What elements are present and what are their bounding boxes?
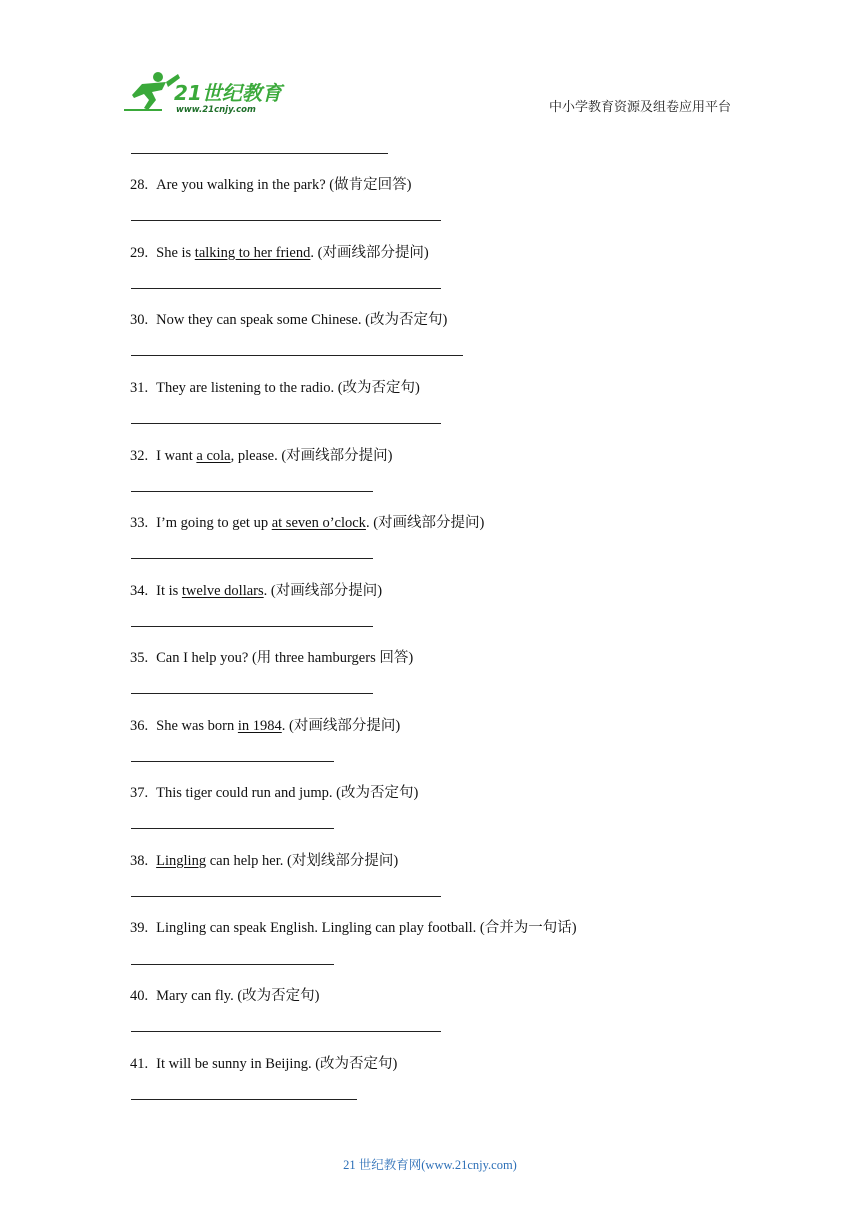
question-34 [130, 579, 382, 600]
footer-link[interactable]: 21 世纪教育网(www.21cnjy.com) [343, 1158, 517, 1172]
question-36 [130, 714, 400, 735]
question-text: She was born [156, 718, 238, 734]
question-number: 39. [130, 920, 149, 936]
answer-line[interactable] [131, 1099, 357, 1100]
answer-line[interactable] [131, 761, 334, 762]
underlined-phrase: in 1984 [237, 718, 282, 734]
question-instruction: . (对画线部分提问) [281, 718, 401, 734]
question-38 [130, 849, 398, 870]
underlined-phrase: twelve dollars [181, 583, 264, 599]
answer-line[interactable] [131, 896, 441, 897]
site-logo [122, 68, 292, 116]
answer-line[interactable] [131, 693, 373, 694]
question-28 [130, 173, 411, 194]
question-instruction: . (对画线部分提问) [263, 583, 383, 599]
question-35 [130, 646, 413, 667]
question-number: 34. [130, 583, 149, 599]
question-30 [130, 308, 447, 329]
question-text: Can I help you? (用 three hamburgers 回答) [156, 650, 414, 666]
question-40 [130, 984, 319, 1005]
question-instruction: . (对画线部分提问) [365, 515, 485, 531]
question-text: Now they can speak some Chinese. (改为否定句) [156, 312, 448, 328]
question-number: 41. [130, 1056, 149, 1072]
question-number: 36. [130, 718, 149, 734]
header-platform-text: 中小学教育资源及组卷应用平台 [549, 99, 732, 114]
question-instruction: can help her. (对划线部分提问) [206, 853, 399, 869]
question-text: It is [156, 583, 182, 599]
question-number: 37. [130, 785, 149, 801]
question-39 [130, 916, 577, 937]
underlined-phrase: Lingling [156, 853, 207, 869]
question-number: 32. [130, 448, 149, 464]
answer-line[interactable] [131, 423, 441, 424]
logo-url-text: www.21cnjy.com [176, 105, 256, 115]
question-number: 31. [130, 380, 149, 396]
question-number: 40. [130, 988, 149, 1004]
question-number: 29. [130, 245, 149, 261]
question-number: 35. [130, 650, 149, 666]
question-41 [130, 1052, 397, 1073]
answer-line[interactable] [131, 626, 373, 627]
question-text: This tiger could run and jump. (改为否定句) [156, 785, 419, 801]
question-text: Lingling can speak English. Lingling can play football. (合并为一句话) [156, 920, 577, 936]
answer-line[interactable] [131, 828, 334, 829]
answer-line[interactable] [131, 288, 441, 289]
question-text: They are listening to the radio. (改为否定句) [156, 380, 420, 396]
question-number: 38. [130, 853, 149, 869]
question-text: Mary can fly. (改为否定句) [156, 988, 320, 1004]
underlined-phrase: at seven o’clock [271, 515, 366, 531]
question-number: 30. [130, 312, 149, 328]
answer-line[interactable] [131, 558, 373, 559]
answer-line[interactable] [131, 355, 463, 356]
logo-main-text: 21世纪教育 [174, 81, 282, 105]
question-number: 33. [130, 515, 149, 531]
question-text: It will be sunny in Beijing. (改为否定句) [156, 1056, 398, 1072]
question-37 [130, 781, 418, 802]
question-32 [130, 444, 393, 465]
answer-line[interactable] [131, 964, 334, 965]
question-text: Are you walking in the park? (做肯定回答) [156, 177, 412, 193]
question-text: I’m going to get up [156, 515, 272, 531]
question-instruction: , please. (对画线部分提问) [230, 448, 393, 464]
answer-line[interactable] [131, 1031, 441, 1032]
question-number: 28. [130, 177, 149, 193]
question-text: She is [156, 245, 195, 261]
answer-line [131, 153, 388, 154]
question-33 [130, 511, 484, 532]
question-31 [130, 376, 420, 397]
answer-line[interactable] [131, 491, 373, 492]
answer-line[interactable] [131, 220, 441, 221]
question-text: I want [156, 448, 197, 464]
question-instruction: . (对画线部分提问) [310, 245, 429, 261]
question-29 [130, 241, 429, 262]
underlined-phrase: talking to her friend [194, 245, 311, 261]
runner-logo-icon [122, 68, 292, 116]
underlined-phrase: a cola [196, 448, 231, 464]
